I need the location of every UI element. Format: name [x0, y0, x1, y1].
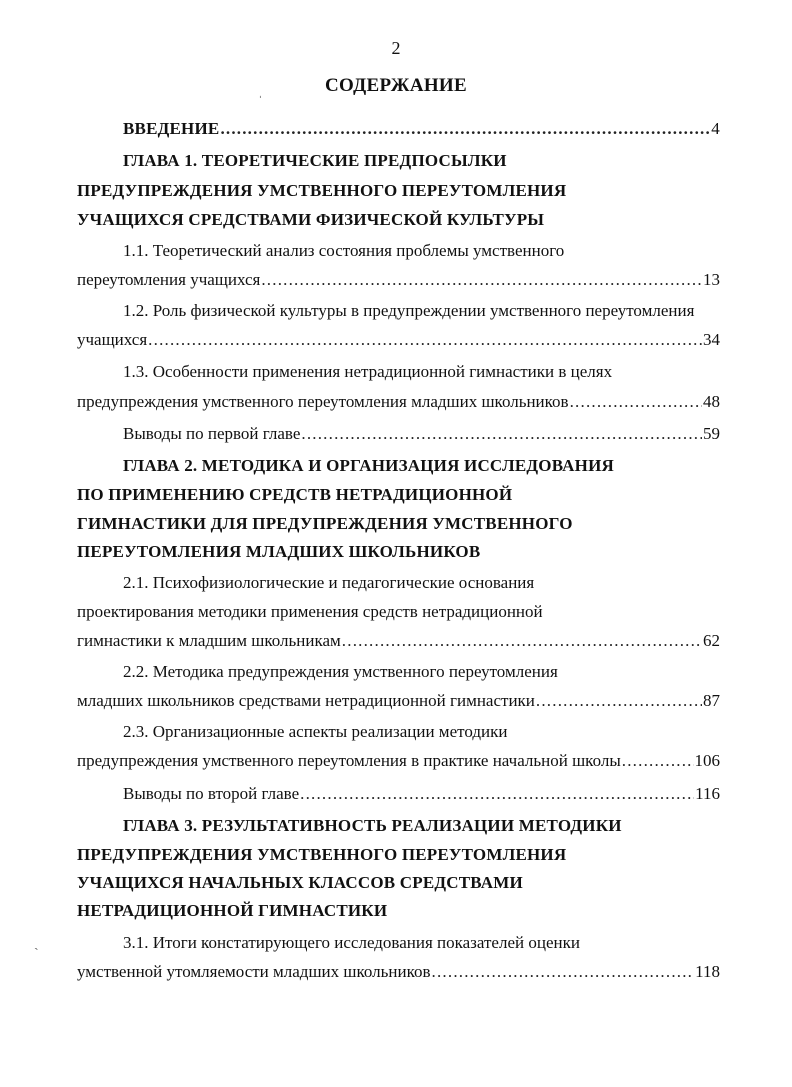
dot-leader: [301, 423, 702, 445]
toc-entry-page: 62: [703, 631, 720, 650]
chapter-2-title-line[interactable]: ГИМНАСТИКИ ДЛЯ ПРЕДУПРЕЖДЕНИЯ УМСТВЕННОГО: [77, 514, 573, 533]
toc-entry-1-1-line[interactable]: 1.1. Теоретический анализ состояния проблемы умственного: [123, 241, 565, 260]
toc-entry-3-1[interactable]: [77, 961, 720, 983]
chapter-3-title-line[interactable]: ГЛАВА 3. РЕЗУЛЬТАТИВНОСТЬ РЕАЛИЗАЦИИ МЕТОДИКИ: [123, 816, 622, 835]
toc-entry-1-1[interactable]: [77, 269, 720, 291]
toc-entry-page: 118: [695, 962, 720, 981]
chapter-3-title-line[interactable]: ПРЕДУПРЕЖДЕНИЯ УМСТВЕННОГО ПЕРЕУТОМЛЕНИЯ: [77, 845, 567, 864]
dot-leader: [261, 269, 702, 291]
toc-entry-page: 48: [703, 392, 720, 411]
toc-entry-title: младших школьников средствами нетрадиционной гимнастики: [77, 691, 535, 710]
dot-leader: [570, 391, 702, 413]
toc-entry-title: Выводы по первой главе: [123, 424, 301, 443]
toc-entry-introduction[interactable]: [123, 118, 720, 140]
toc-entry-page: 34: [703, 330, 720, 349]
chapter-3-title-line[interactable]: УЧАЩИХСЯ НАЧАЛЬНЫХ КЛАССОВ СРЕДСТВАМИ: [77, 873, 523, 892]
toc-entry-title: ВВЕДЕНИЕ: [123, 119, 220, 138]
chapter-1-title-line[interactable]: ПРЕДУПРЕЖДЕНИЯ УМСТВЕННОГО ПЕРЕУТОМЛЕНИЯ: [77, 181, 567, 200]
chapter-1-title-line[interactable]: УЧАЩИХСЯ СРЕДСТВАМИ ФИЗИЧЕСКОЙ КУЛЬТУРЫ: [77, 210, 545, 229]
toc-entry-title: переутомления учащихся: [77, 270, 261, 289]
chapter-3-title-line[interactable]: НЕТРАДИЦИОННОЙ ГИМНАСТИКИ: [77, 901, 388, 920]
scan-speck: ˌ: [258, 84, 263, 99]
toc-entry-1-2-line[interactable]: 1.2. Роль физической культуры в предупреждении умственного переутомления: [123, 301, 695, 320]
toc-entry-3-1-line[interactable]: 3.1. Итоги констатирующего исследования показателей оценки: [123, 933, 580, 952]
chapter-2-title-line[interactable]: ПЕРЕУТОМЛЕНИЯ МЛАДШИХ ШКОЛЬНИКОВ: [77, 542, 481, 561]
scan-speck: ˏ: [34, 936, 39, 951]
toc-entry-chapter-2-conclusions[interactable]: [123, 783, 720, 805]
toc-entry-1-2[interactable]: [77, 329, 720, 351]
chapter-2-title-line[interactable]: ПО ПРИМЕНЕНИЮ СРЕДСТВ НЕТРАДИЦИОННОЙ: [77, 485, 513, 504]
toc-heading: СОДЕРЖАНИЕ: [325, 75, 467, 96]
chapter-1-title-line[interactable]: ГЛАВА 1. ТЕОРЕТИЧЕСКИЕ ПРЕДПОСЫЛКИ: [123, 151, 507, 170]
toc-entry-page: 106: [694, 751, 720, 770]
toc-entry-2-1-line[interactable]: проектирования методики применения средств нетрадиционной: [77, 602, 543, 621]
toc-entry-page: 87: [703, 691, 720, 710]
toc-entry-1-3-line[interactable]: 1.3. Особенности применения нетрадиционной гимнастики в целях: [123, 362, 613, 381]
toc-entry-2-3[interactable]: [77, 750, 720, 772]
toc-entry-page: 116: [695, 784, 720, 803]
dot-leader: [622, 750, 694, 772]
toc-entry-2-1-line[interactable]: 2.1. Психофизиологические и педагогические основания: [123, 573, 535, 592]
dot-leader: [220, 118, 710, 140]
toc-entry-title: гимнастики к младшим школьникам: [77, 631, 341, 650]
dot-leader: [432, 961, 695, 983]
toc-entry-title: Выводы по второй главе: [123, 784, 300, 803]
dot-leader: [300, 783, 694, 805]
toc-entry-page: 13: [703, 270, 720, 289]
toc-entry-title: предупреждения умственного переутомления в практике начальной школы: [77, 751, 621, 770]
toc-entry-page: 59: [703, 424, 720, 443]
toc-entry-2-2-line[interactable]: 2.2. Методика предупреждения умственного переутомления: [123, 662, 558, 681]
toc-entry-2-3-line[interactable]: 2.3. Организационные аспекты реализации методики: [123, 722, 508, 741]
chapter-2-title-line[interactable]: ГЛАВА 2. МЕТОДИКА И ОРГАНИЗАЦИЯ ИССЛЕДОВАНИЯ: [123, 456, 614, 475]
toc-entry-title: умственной утомляемости младших школьников: [77, 962, 431, 981]
toc-entry-chapter-1-conclusions[interactable]: [123, 423, 720, 445]
toc-entry-2-1[interactable]: [77, 630, 720, 652]
toc-entry-1-3[interactable]: [77, 391, 720, 413]
dot-leader: [342, 630, 702, 652]
toc-entry-page: 4: [711, 119, 720, 138]
toc-entry-title: учащихся: [77, 330, 148, 349]
toc-entry-2-2[interactable]: [77, 690, 720, 712]
page-number: 2: [391, 38, 401, 58]
toc-entry-title: предупреждения умственного переутомления младших школьников: [77, 392, 569, 411]
dot-leader: [148, 329, 702, 351]
dot-leader: [536, 690, 702, 712]
